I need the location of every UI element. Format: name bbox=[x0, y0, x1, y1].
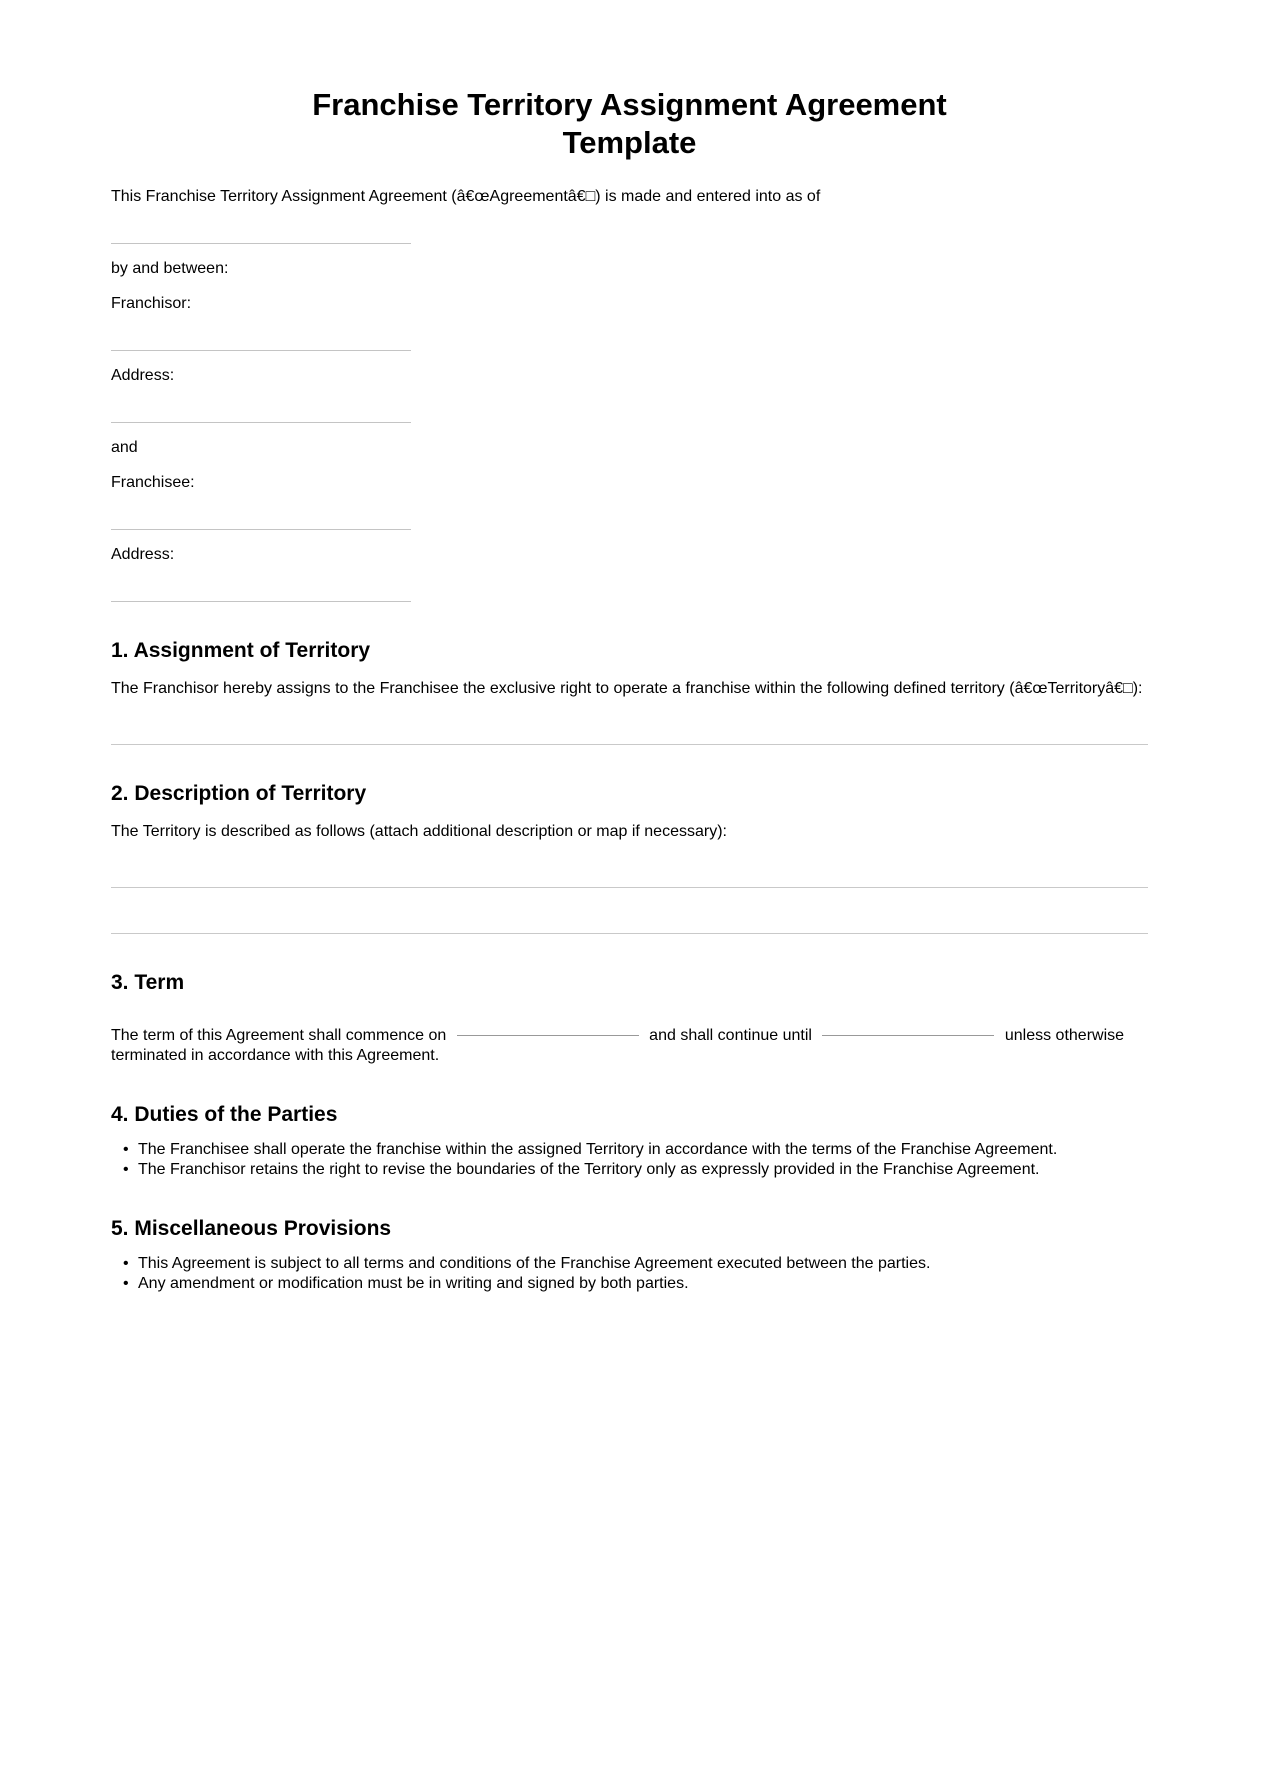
territory-blank-line bbox=[111, 744, 1148, 745]
list-item bbox=[111, 1160, 1148, 1180]
list-item bbox=[111, 1140, 1148, 1160]
term-start-blank-line bbox=[457, 1035, 639, 1036]
bullet-icon: • bbox=[123, 1141, 129, 1158]
list-item bbox=[111, 1254, 1148, 1274]
and-label: and bbox=[111, 439, 138, 456]
section-2-paragraph: The Territory is described as follows (attach additional description or map if necessary): bbox=[111, 823, 727, 840]
duties-item-2: The Franchisor retains the right to revise the boundaries of the Territory only as expressly provided in the Franchise Agreement. bbox=[138, 1161, 1040, 1178]
bullet-icon: • bbox=[123, 1161, 129, 1178]
franchisor-address-label: Address: bbox=[111, 367, 175, 384]
franchisor-blank-line bbox=[111, 350, 411, 351]
term-paragraph bbox=[111, 1026, 1148, 1066]
bullet-icon: • bbox=[123, 1275, 129, 1292]
duties-list bbox=[111, 1140, 1148, 1180]
date-blank-line bbox=[111, 243, 411, 244]
franchisor-address-blank-line bbox=[111, 422, 411, 423]
section-1-paragraph: The Franchisor hereby assigns to the Franchisee the exclusive right to operate a franchise within the following defined territory (â€œTerritoryâ€□): bbox=[111, 680, 1143, 697]
franchisee-label: Franchisee: bbox=[111, 474, 195, 491]
franchisee-blank-line bbox=[111, 529, 411, 530]
section-2-heading: 2. Description of Territory bbox=[111, 782, 367, 805]
description-blank-line-1 bbox=[111, 887, 1148, 888]
intro-paragraph: This Franchise Territory Assignment Agreement (â€œAgreementâ€□) is made and entered into as of bbox=[111, 188, 821, 205]
section-4-heading: 4. Duties of the Parties bbox=[111, 1103, 338, 1126]
bullet-icon: • bbox=[123, 1255, 129, 1272]
franchisee-address-label: Address: bbox=[111, 546, 175, 563]
section-1-heading: 1. Assignment of Territory bbox=[111, 639, 371, 662]
page-title bbox=[111, 86, 1148, 162]
miscellaneous-list bbox=[111, 1254, 1148, 1294]
section-3-heading: 3. Term bbox=[111, 971, 185, 994]
miscellaneous-item-2: Any amendment or modification must be in writing and signed by both parties. bbox=[138, 1275, 689, 1292]
franchisee-address-blank-line bbox=[111, 601, 411, 602]
term-end-blank-line bbox=[822, 1035, 994, 1036]
description-blank-line-2 bbox=[111, 933, 1148, 934]
miscellaneous-item-1: This Agreement is subject to all terms and conditions of the Franchise Agreement executed between the parties. bbox=[138, 1255, 931, 1272]
section-5-heading: 5. Miscellaneous Provisions bbox=[111, 1217, 392, 1240]
term-text-part3: unless otherwise terminated in accordance with this Agreement. bbox=[111, 1027, 1125, 1064]
duties-item-1: The Franchisee shall operate the franchise within the assigned Territory in accordance with the terms of the Franchise Agreement. bbox=[138, 1141, 1058, 1158]
list-item bbox=[111, 1274, 1148, 1294]
franchisor-label: Franchisor: bbox=[111, 295, 192, 312]
page-title-line2: Template bbox=[562, 125, 697, 160]
term-text-part2: and shall continue until bbox=[649, 1027, 812, 1044]
page-title-line1: Franchise Territory Assignment Agreement bbox=[312, 87, 947, 122]
by-and-between-label: by and between: bbox=[111, 260, 229, 277]
term-text-part1: The term of this Agreement shall commence on bbox=[111, 1027, 447, 1044]
